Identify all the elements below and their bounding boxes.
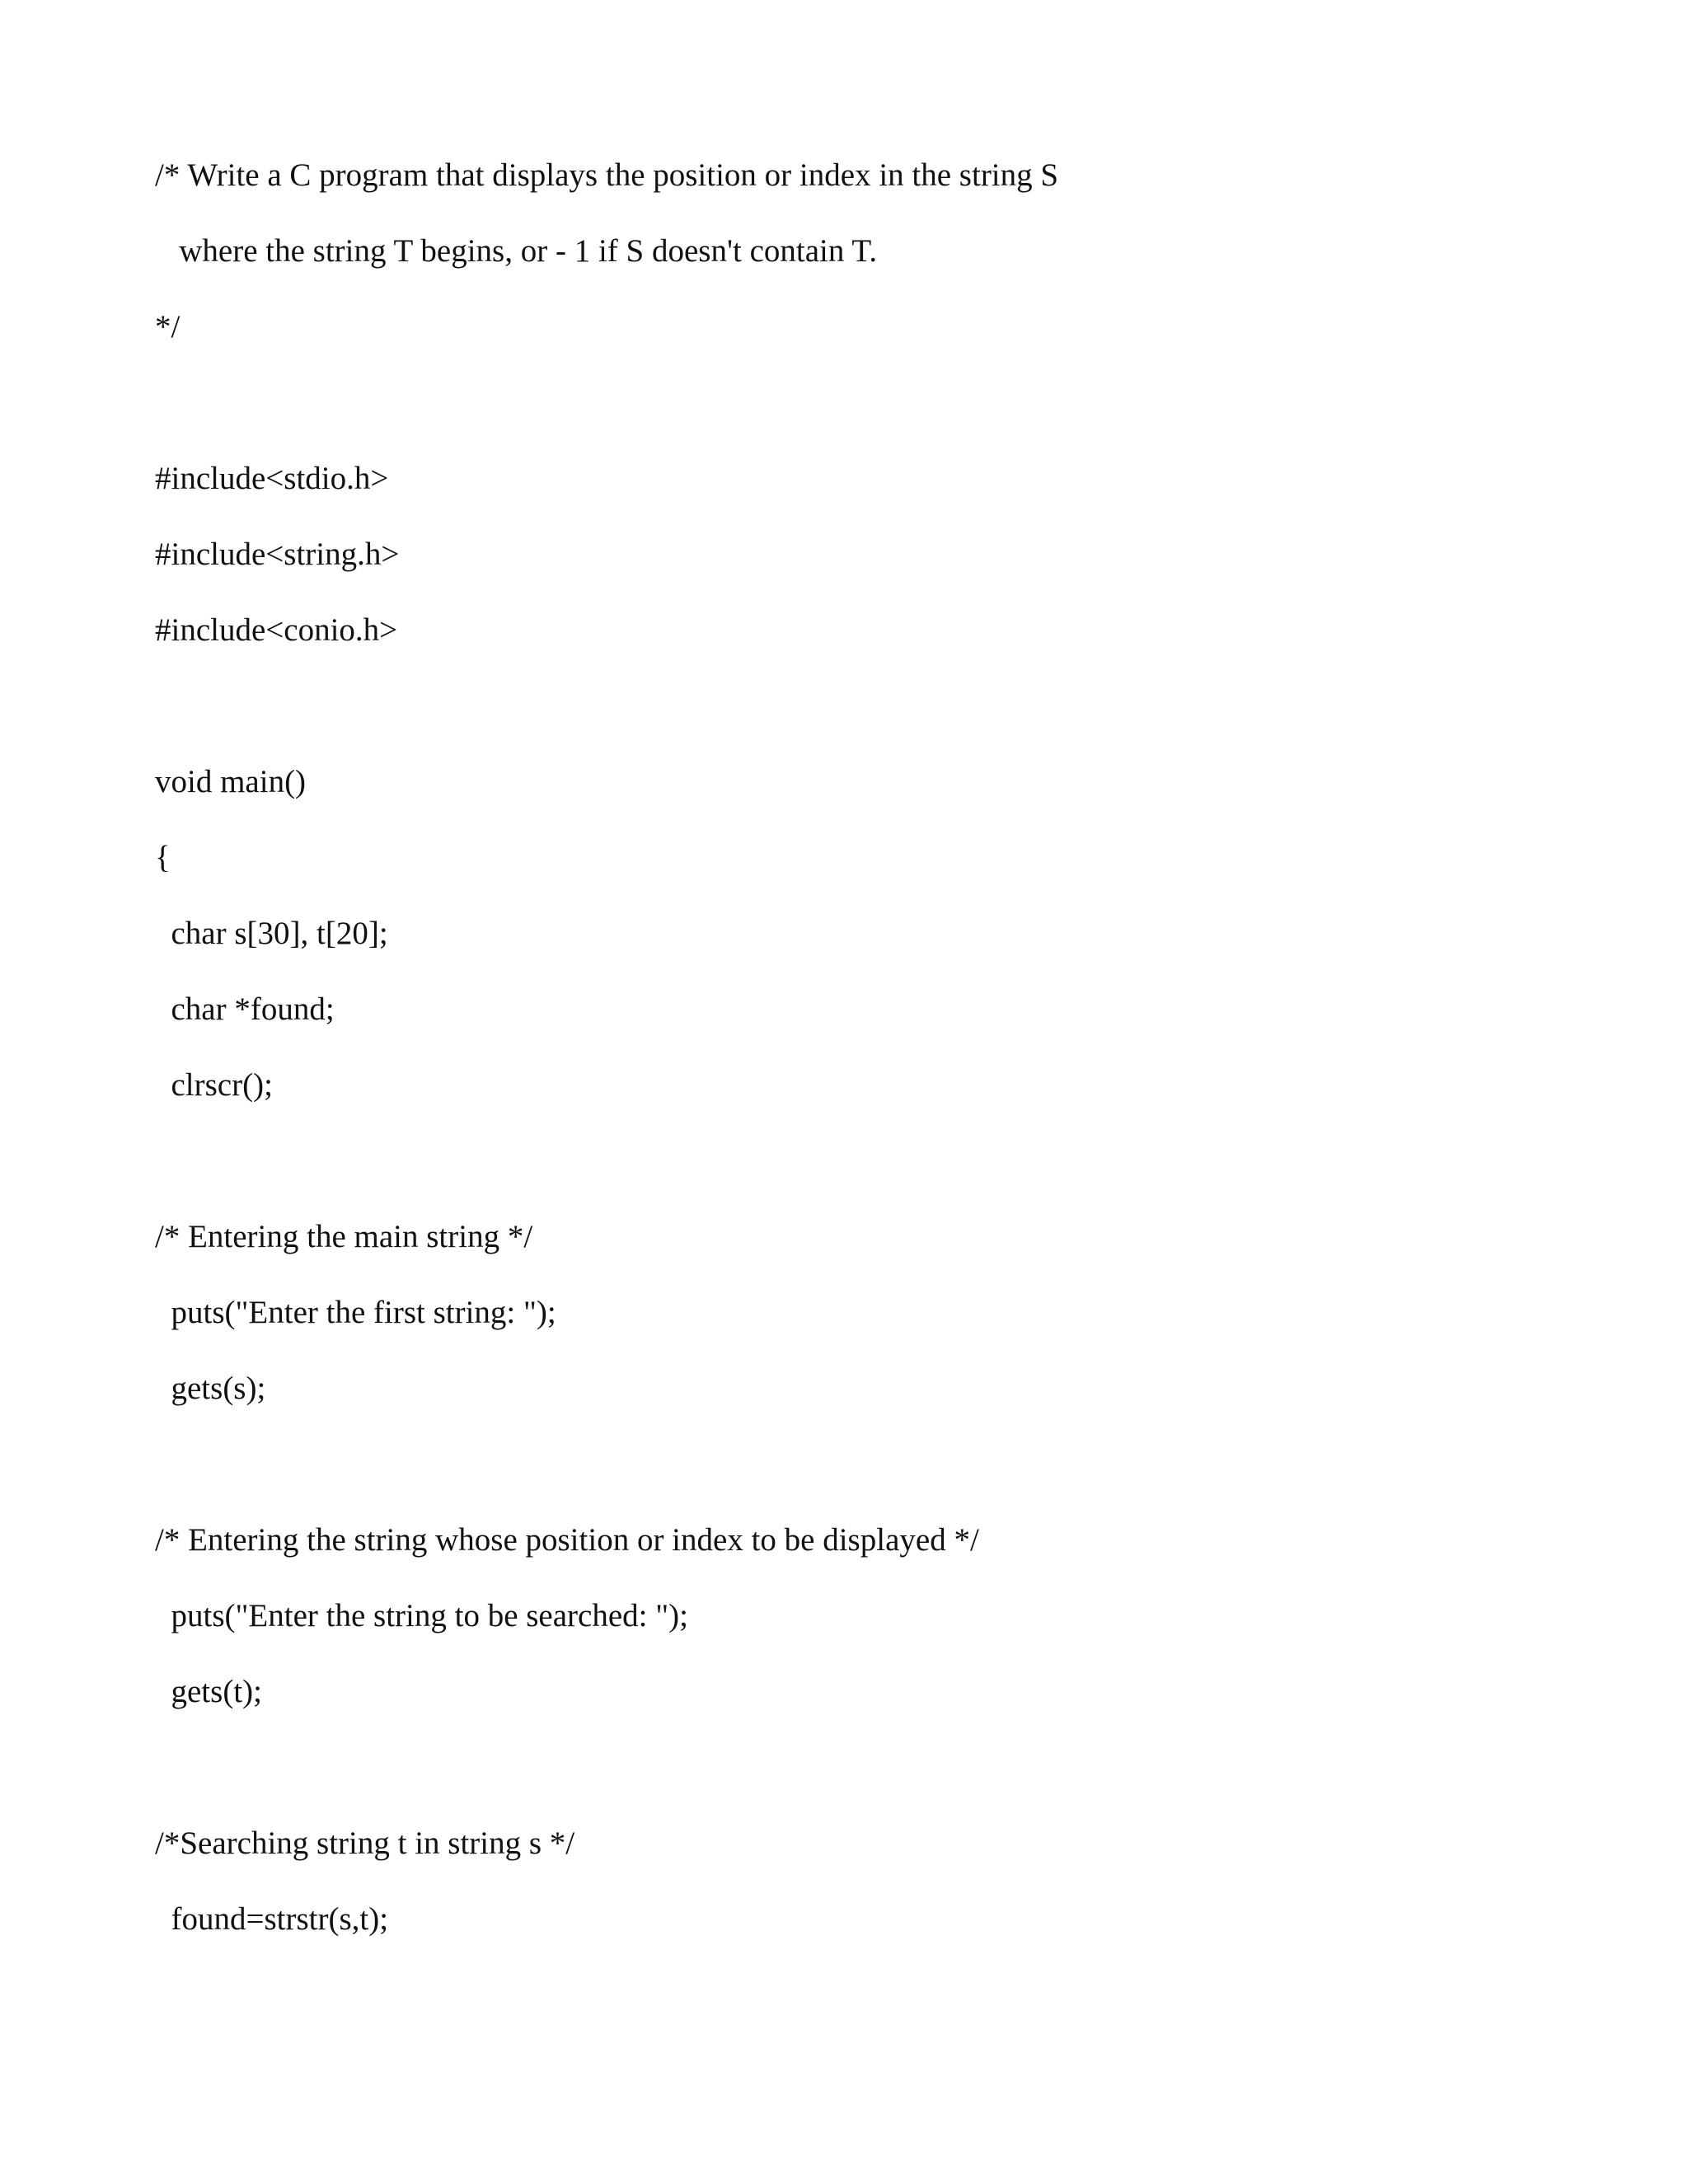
code-comment-line: /* Entering the string whose position or index to be displayed */ (155, 1522, 979, 1558)
code-statement-line: char *found; (155, 991, 335, 1027)
code-include-line: #include<conio.h> (155, 612, 398, 648)
code-statement-line: puts("Enter the first string: "); (155, 1295, 556, 1330)
code-comment-line: where the string T begins, or - 1 if S doesn't contain T. (155, 233, 878, 269)
code-statement-line: char s[30], t[20]; (155, 916, 388, 951)
code-comment-line: /*Searching string t in string s */ (155, 1825, 575, 1861)
code-include-line: #include<stdio.h> (155, 461, 389, 496)
code-function-signature: void main() (155, 764, 307, 799)
code-include-line: #include<string.h> (155, 537, 400, 572)
code-statement-line: puts("Enter the string to be searched: "); (155, 1598, 688, 1633)
code-statement-line: found=strstr(s,t); (155, 1901, 389, 1937)
code-brace-open: { (155, 840, 171, 875)
code-comment-line: /* Entering the main string */ (155, 1219, 533, 1254)
code-statement-line: gets(s); (155, 1371, 266, 1406)
code-comment-line: /* Write a C program that displays the position or index in the string S (155, 157, 1059, 193)
code-statement-line: clrscr(); (155, 1067, 273, 1103)
code-comment-end: */ (155, 309, 181, 344)
code-statement-line: gets(t); (155, 1674, 262, 1709)
